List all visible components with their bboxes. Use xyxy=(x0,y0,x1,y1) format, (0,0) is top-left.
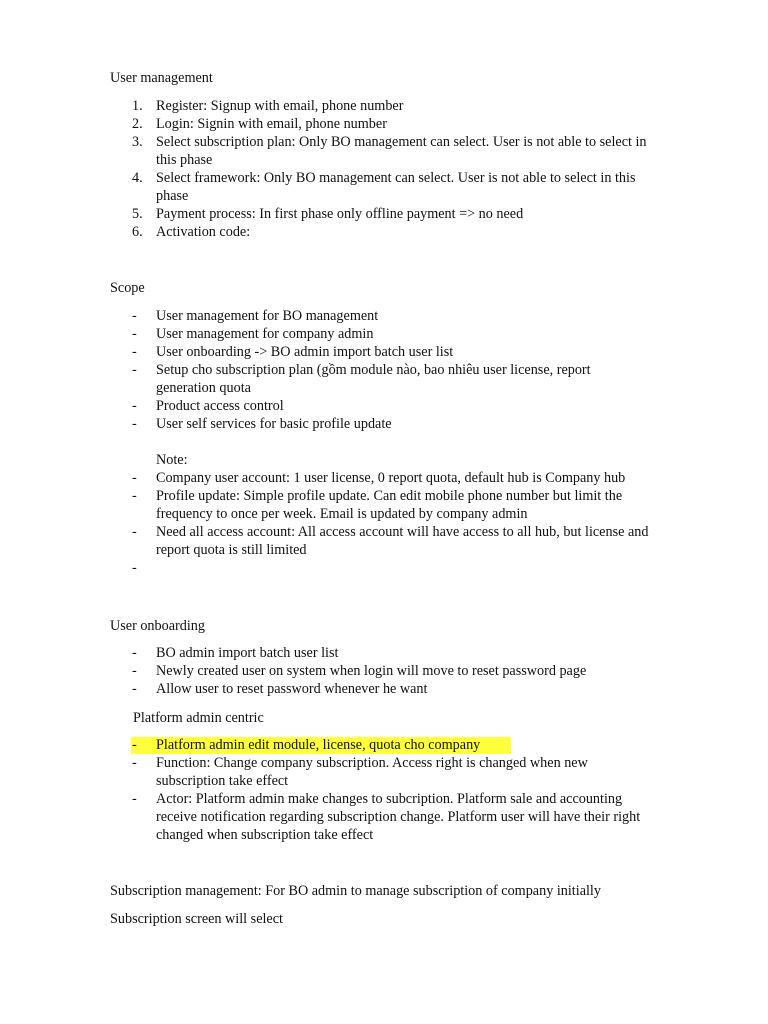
list-item-continuation: this phase xyxy=(156,152,213,168)
list-item: Actor: Platform admin make changes to subcription. Platform sale and accounting xyxy=(156,791,623,807)
list-item: Need all access account: All access account will have access to all hub, but license and xyxy=(156,524,649,540)
list-marker: 3. xyxy=(132,134,143,150)
list-item-continuation: phase xyxy=(156,188,189,204)
list-item: Payment process: In first phase only offline payment => no need xyxy=(156,206,524,222)
list-marker: - xyxy=(132,326,137,342)
list-item: Setup cho subscription plan (gồm module nào, bao nhiêu user license, report xyxy=(156,362,591,378)
list-marker: - xyxy=(132,488,137,504)
list-marker: 6. xyxy=(132,224,143,240)
section-heading-user-management: User management xyxy=(110,70,213,86)
list-marker: - xyxy=(132,308,137,324)
list-marker: - xyxy=(132,344,137,360)
list-item: Select framework: Only BO management can select. User is not able to select in this xyxy=(156,170,636,186)
list-item: Allow user to reset password whenever he want xyxy=(156,681,428,697)
list-marker: - xyxy=(132,791,137,807)
list-item: Function: Change company subscription. Access right is changed when new xyxy=(156,755,588,771)
list-item: Activation code: xyxy=(156,224,251,240)
list-item: Select subscription plan: Only BO management can select. User is not able to select in xyxy=(156,134,647,150)
list-item-highlighted: Platform admin edit module, license, quota cho company xyxy=(156,737,481,753)
list-item-continuation: subscription take effect xyxy=(156,773,289,789)
subheading-platform-admin-centric: Platform admin centric xyxy=(133,710,264,726)
list-marker: - xyxy=(132,560,137,576)
list-item: User management for BO management xyxy=(156,308,379,324)
list-marker: - xyxy=(132,737,137,753)
section-heading-scope: Scope xyxy=(110,280,145,296)
list-item: Newly created user on system when login will move to reset password page xyxy=(156,663,587,679)
list-item: Company user account: 1 user license, 0 report quota, default hub is Company hub xyxy=(156,470,626,486)
list-marker: - xyxy=(132,524,137,540)
list-item: Profile update: Simple profile update. Can edit mobile phone number but limit the xyxy=(156,488,623,504)
list-item-continuation: changed when subscription take effect xyxy=(156,827,374,843)
section-heading-user-onboarding: User onboarding xyxy=(110,618,205,634)
list-marker: - xyxy=(132,663,137,679)
list-marker: - xyxy=(132,470,137,486)
list-marker: - xyxy=(132,398,137,414)
list-marker: 2. xyxy=(132,116,143,132)
subscription-management-paragraph: Subscription management: For BO admin to manage subscription of company initially xyxy=(110,883,601,899)
list-marker: - xyxy=(132,755,137,771)
list-marker: - xyxy=(132,645,137,661)
list-item: User onboarding -> BO admin import batch user list xyxy=(156,344,454,360)
list-marker: - xyxy=(132,681,137,697)
list-item-continuation: frequency to once per week. Email is updated by company admin xyxy=(156,506,528,522)
list-item: Login: Signin with email, phone number xyxy=(156,116,387,132)
note-label: Note: xyxy=(156,452,188,468)
subscription-screen-paragraph: Subscription screen will select xyxy=(110,911,283,927)
list-item-continuation: receive notification regarding subscription change. Platform user will have their right xyxy=(156,809,641,825)
list-marker: - xyxy=(132,416,137,432)
list-marker: 1. xyxy=(132,98,143,114)
list-item: BO admin import batch user list xyxy=(156,645,339,661)
list-marker: 4. xyxy=(132,170,143,186)
list-item: User self services for basic profile update xyxy=(156,416,392,432)
list-item: User management for company admin xyxy=(156,326,374,342)
list-item-continuation: generation quota xyxy=(156,380,251,396)
list-item: Register: Signup with email, phone number xyxy=(156,98,404,114)
list-item-continuation: report quota is still limited xyxy=(156,542,307,558)
list-marker: - xyxy=(132,362,137,378)
list-item: Product access control xyxy=(156,398,284,414)
list-marker: 5. xyxy=(132,206,143,222)
